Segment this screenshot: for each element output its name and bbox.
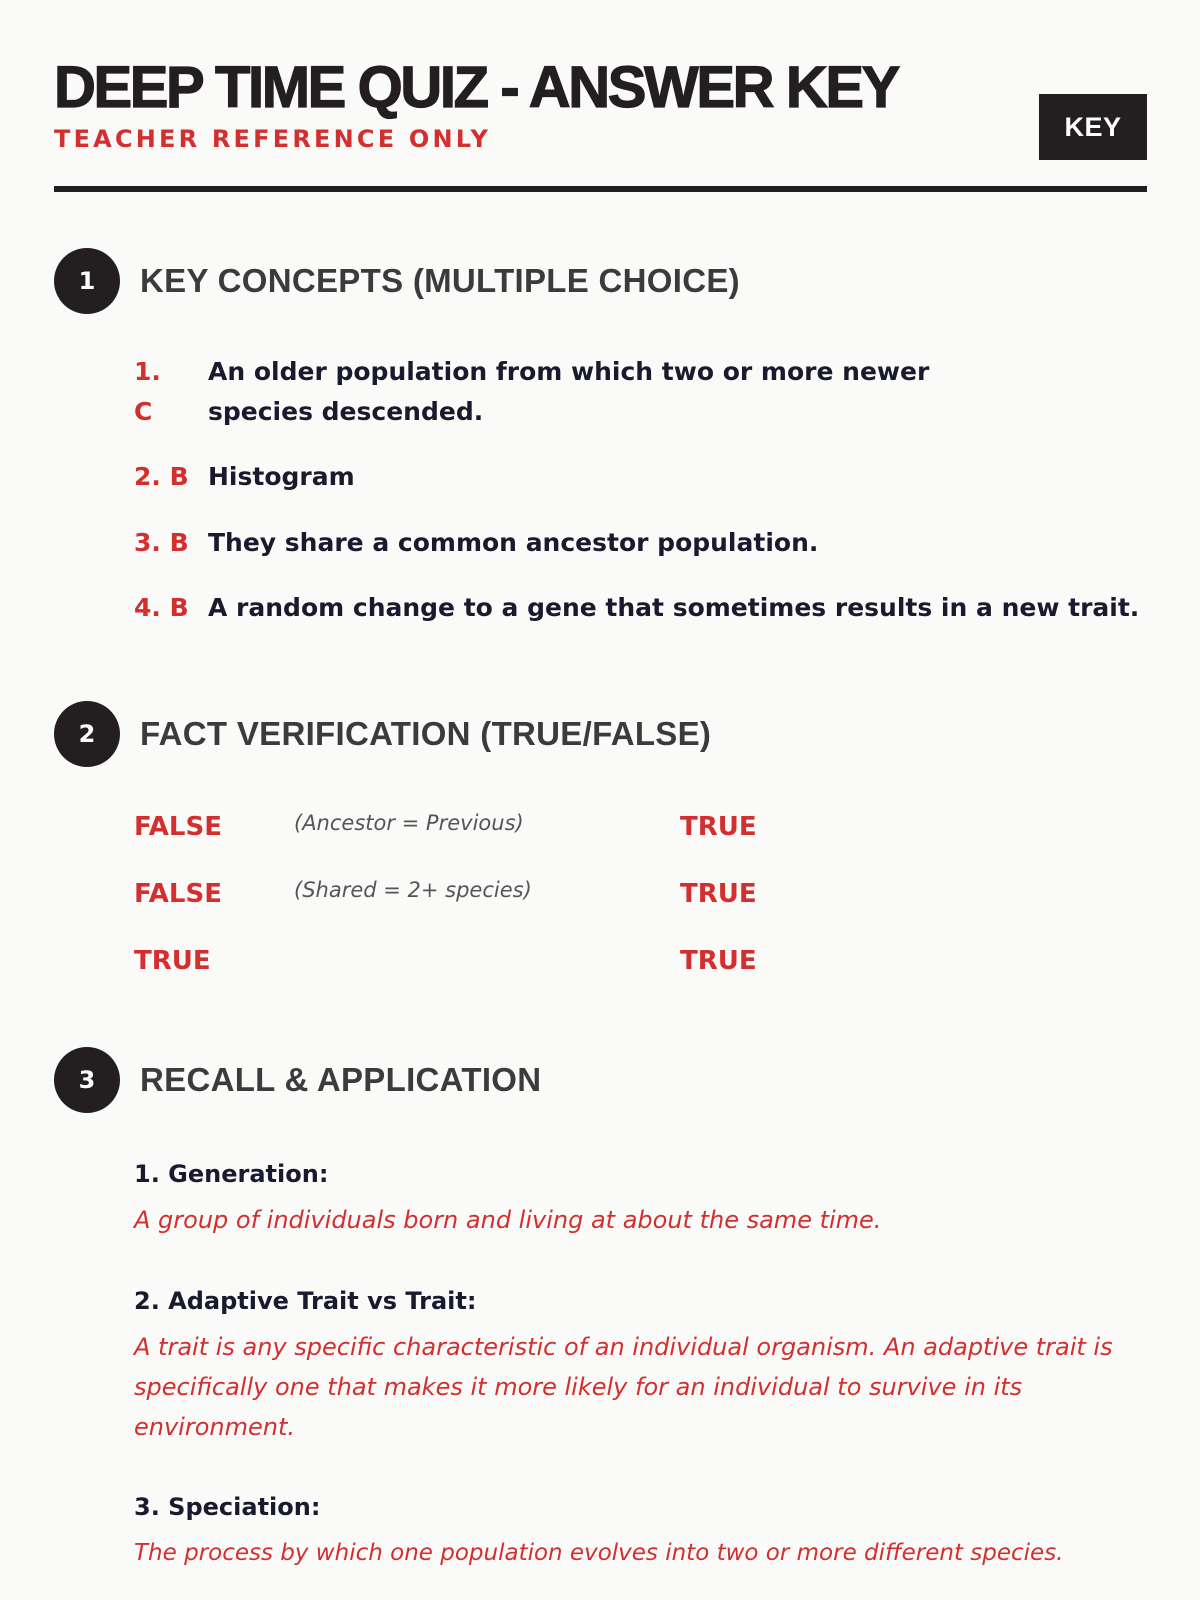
tf-note-2: (Shared = 2+ species) bbox=[294, 878, 532, 902]
answer-number: 2. B bbox=[134, 462, 189, 491]
recall-question-label: 1. Generation: bbox=[134, 1160, 329, 1188]
recall-answer-text: A trait is any specific characteristic of an individual organism. An adaptive trait is specifically one that makes it more likely for an individual to survive in its environment. bbox=[134, 1333, 1113, 1441]
page-title: DEEP TIME QUIZ - ANSWER KEY bbox=[54, 55, 898, 120]
recall-question-label: 2. Adaptive Trait vs Trait: bbox=[134, 1287, 477, 1315]
answer-text: They share a common ancestor population. bbox=[208, 528, 819, 557]
answer-text: An older population from which two or more newer species descended. bbox=[208, 357, 930, 426]
answer-key-page bbox=[54, 0, 1147, 1600]
recall-answer-text: The process by which one population evolves into two or more different species. bbox=[134, 1540, 1064, 1566]
tf-answer-left-2: FALSE bbox=[134, 879, 222, 909]
recall-answer-text: A group of individuals born and living at about the same time. bbox=[134, 1206, 882, 1234]
header-divider bbox=[54, 186, 1147, 192]
page-subtitle: TEACHER REFERENCE ONLY bbox=[54, 125, 492, 153]
key-badge: KEY bbox=[1039, 94, 1147, 160]
section-title: FACT VERIFICATION (TRUE/FALSE) bbox=[140, 715, 712, 752]
tf-answer-left-1: FALSE bbox=[134, 812, 222, 842]
tf-answer-right-2: TRUE bbox=[680, 879, 757, 909]
section-title: RECALL & APPLICATION bbox=[140, 1061, 542, 1098]
section-number-badge: 2 bbox=[54, 701, 120, 767]
answer-number: 1. C bbox=[134, 357, 161, 426]
tf-answer-right-1: TRUE bbox=[680, 812, 757, 842]
tf-answer-right-3: TRUE bbox=[680, 946, 757, 976]
tf-answer-left-3: TRUE bbox=[134, 946, 211, 976]
recall-question-label: 3. Speciation: bbox=[134, 1493, 321, 1521]
page-header bbox=[54, 54, 1147, 194]
section-number-badge: 3 bbox=[54, 1047, 120, 1113]
tf-note-1: (Ancestor = Previous) bbox=[294, 811, 524, 835]
answer-text: A random change to a gene that sometimes results in a new trait. bbox=[208, 593, 1140, 622]
section-heading-recall bbox=[54, 1047, 541, 1113]
section-title: KEY CONCEPTS (MULTIPLE CHOICE) bbox=[140, 262, 740, 299]
answer-number: 4. B bbox=[134, 593, 189, 622]
section-heading-true-false bbox=[54, 701, 711, 767]
section-number-badge: 1 bbox=[54, 248, 120, 314]
answer-number: 3. B bbox=[134, 528, 189, 557]
answer-text: Histogram bbox=[208, 462, 355, 491]
section-heading-multiple-choice bbox=[54, 248, 740, 314]
